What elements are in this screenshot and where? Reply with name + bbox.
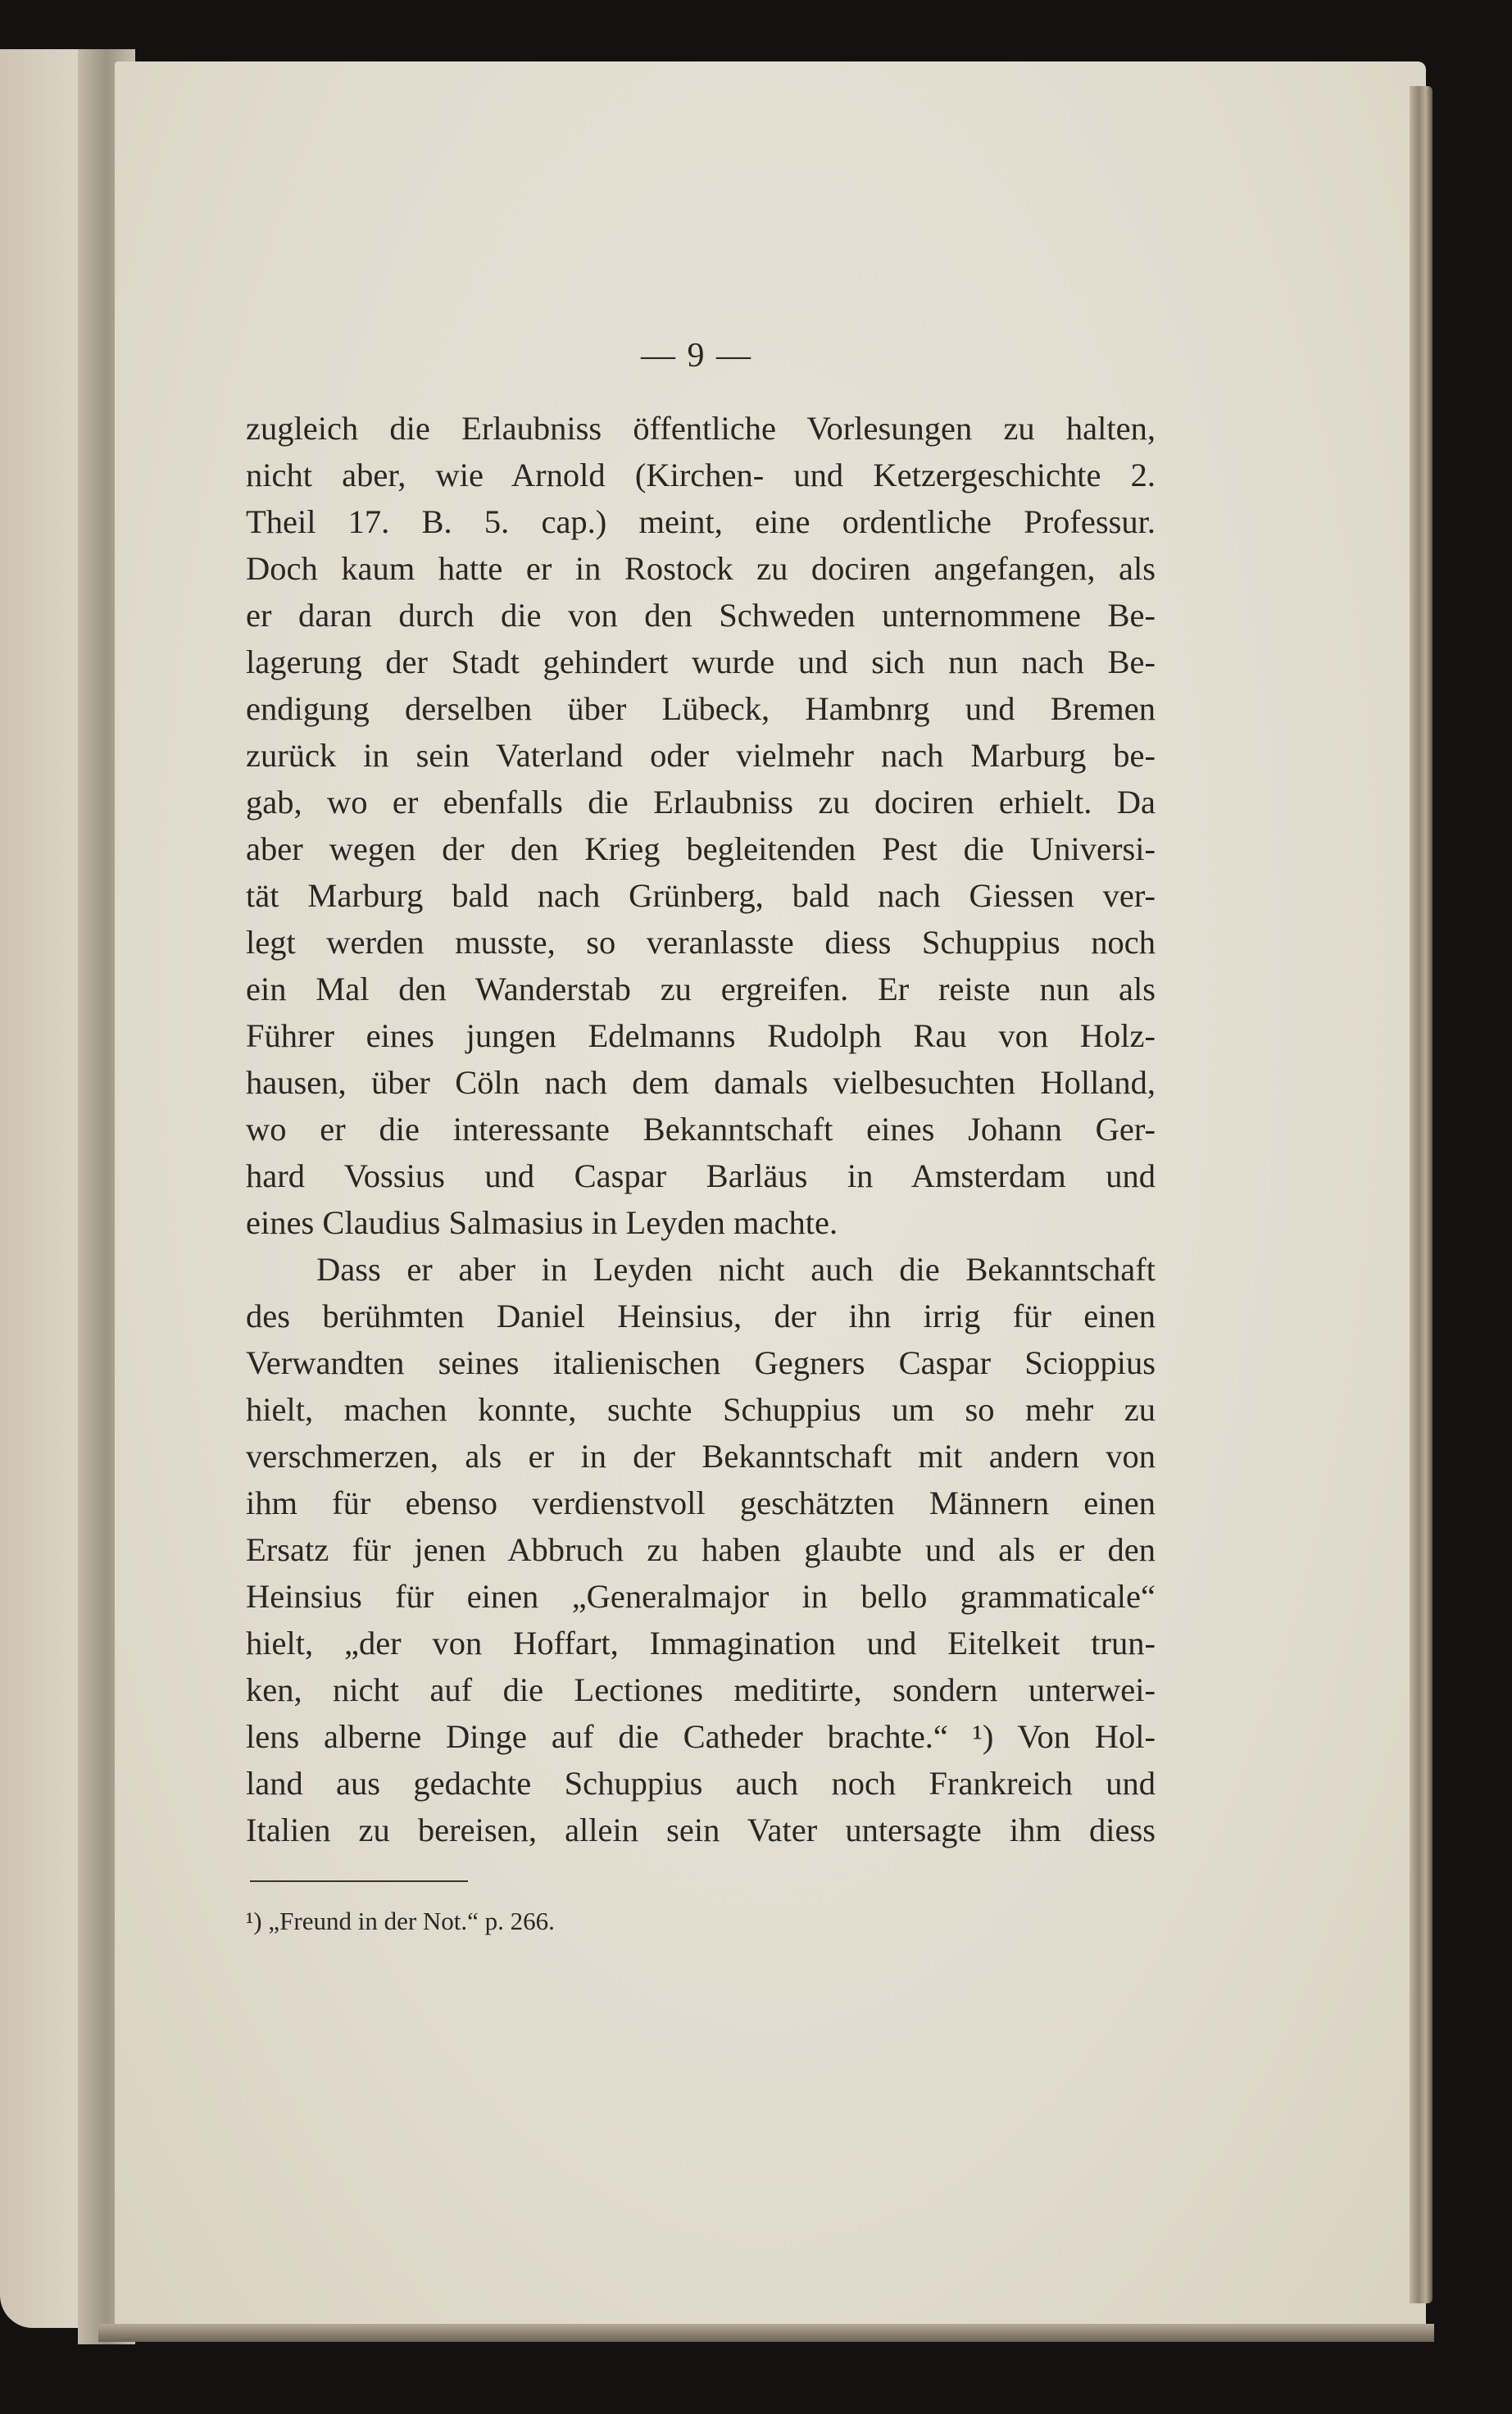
text-line: endigung derselben über Lübeck, Hambnrg und Bremen — [246, 690, 1156, 727]
text-line: er daran durch die von den Schweden unternommene Be- — [246, 597, 1156, 634]
text-line: Doch kaum hatte er in Rostock zu dociren angefangen, als — [246, 550, 1156, 587]
text-line: Führer eines jungen Edelmanns Rudolph Rau von Holz- — [246, 1017, 1156, 1054]
text-line: hausen, über Cöln nach dem damals vielbesuchten Holland, — [246, 1064, 1156, 1101]
text-line: verschmerzen, als er in der Bekanntschaft mit andern von — [246, 1438, 1156, 1475]
text-line: des berühmten Daniel Heinsius, der ihn irrig für einen — [246, 1298, 1156, 1334]
page-fore-edge — [1410, 86, 1433, 2303]
page-number: — 9 — — [641, 337, 752, 375]
text-line: hielt, machen konnte, suchte Schuppius um so mehr zu — [246, 1391, 1156, 1428]
text-line: Ersatz für jenen Abbruch zu haben glaubte und als er den — [246, 1531, 1156, 1568]
text-line: Verwandten seines italienischen Gegners Caspar Scioppius — [246, 1344, 1156, 1381]
footnote — [246, 1907, 901, 1936]
text-line: ken, nicht auf die Lectiones meditirte, sondern unterwei- — [246, 1671, 1156, 1708]
text-line: zugleich die Erlaubniss öffentliche Vorlesungen zu halten, — [246, 410, 1156, 447]
text-line: zurück in sein Vaterland oder vielmehr nach Marburg be- — [246, 737, 1156, 774]
text-line: lens alberne Dinge auf die Catheder brachte.“ ¹) Von Hol- — [246, 1718, 1156, 1755]
text-line: legt werden musste, so veranlasste diess Schuppius noch — [246, 924, 1156, 961]
body-text — [246, 405, 1156, 1853]
text-line: Theil 17. B. 5. cap.) meint, eine ordentliche Professur. — [246, 503, 1156, 540]
text-line: nicht aber, wie Arnold (Kirchen- und Ketzergeschichte 2. — [246, 457, 1156, 493]
footnote-marker: ¹) — [246, 1907, 262, 1935]
footnote-divider — [250, 1880, 468, 1882]
paragraph-start-line: Dass er aber in Leyden nicht auch die Bekanntschaft — [316, 1251, 1156, 1288]
text-line: lagerung der Stadt gehindert wurde und sich nun nach Be- — [246, 643, 1156, 680]
text-line: Heinsius für einen „Generalmajor in bello grammaticale“ — [246, 1578, 1156, 1615]
text-line: Italien zu bereisen, allein sein Vater untersagte ihm diess — [246, 1812, 1156, 1848]
footnote-text: „Freund in der Not.“ p. 266. — [268, 1907, 555, 1935]
text-line: ein Mal den Wanderstab zu ergreifen. Er reiste nun als — [246, 971, 1156, 1007]
text-line: land aus gedachte Schuppius auch noch Frankreich und — [246, 1765, 1156, 1802]
text-line: ihm für ebenso verdienstvoll geschätzten Männern einen — [246, 1484, 1156, 1521]
text-line: wo er die interessante Bekanntschaft eines Johann Ger- — [246, 1111, 1156, 1148]
page-bottom-edge — [98, 2324, 1434, 2342]
text-line: tät Marburg bald nach Grünberg, bald nach Giessen ver- — [246, 877, 1156, 914]
text-line: gab, wo er ebenfalls die Erlaubniss zu dociren erhielt. Da — [246, 784, 1156, 821]
text-line: hard Vossius und Caspar Barläus in Amsterdam und — [246, 1157, 1156, 1194]
paragraph-end-line: eines Claudius Salmasius in Leyden machte. — [246, 1204, 838, 1241]
text-line: aber wegen der den Krieg begleitenden Pest die Universi- — [246, 830, 1156, 867]
text-line: hielt, „der von Hoffart, Immagination und Eitelkeit trun- — [246, 1625, 1156, 1662]
